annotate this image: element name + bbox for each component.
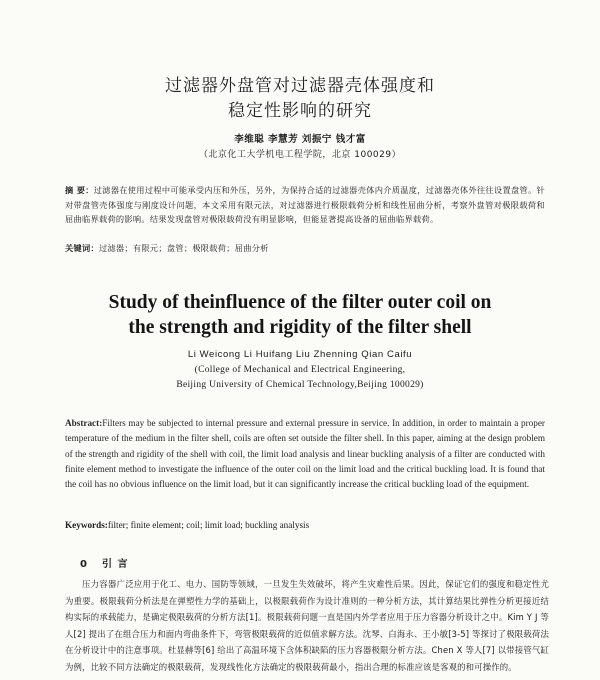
chinese-keywords-text: 过滤器；有限元；盘管；极限载荷；屈曲分析 bbox=[98, 243, 269, 253]
english-abstract-label: Abstract: bbox=[65, 418, 103, 428]
section-heading-introduction bbox=[80, 555, 128, 570]
chinese-abstract-label: 摘 要： bbox=[65, 185, 94, 195]
chinese-authors: 李维聪 李慧芳 刘振宁 钱才富 bbox=[234, 134, 366, 145]
english-affiliation-line-2: Beijing University of Chemical Technology,Beijing 100029) bbox=[176, 380, 424, 390]
english-title-line-2: the strength and rigidity of the filter shell bbox=[128, 317, 472, 338]
english-abstract bbox=[65, 416, 545, 492]
english-keywords-text: filter; finite element; coil; limit load; buckling analysis bbox=[107, 520, 310, 530]
chinese-abstract-text: 过滤器在使用过程中可能承受内压和外压，另外，为保持合适的过滤器壳体内介质温度，过滤器壳体外往往设置盘管。针对带盘管壳体强度与刚度设计问题，本文采用有限元法，对过滤器进行极限载荷分析和线性屈曲分析，考察外盘管对极限载荷和屈曲临界载荷的影响。结果发现盘管对极限载荷没有明显影响，但能显著提高设备的屈曲临界载荷。 bbox=[65, 185, 545, 224]
english-title-line-1: Study of theinfluence of the filter outer coil on bbox=[108, 292, 492, 313]
chinese-title-line-2: 稳定性影响的研究 bbox=[228, 101, 372, 121]
english-affiliation-line-1: (College of Mechanical and Electrical Engineering, bbox=[194, 365, 406, 375]
english-keywords-label: Keywords: bbox=[65, 520, 108, 530]
english-authors: Li Weicong Li Huifang Liu Zhenning Qian Caifu bbox=[187, 349, 413, 360]
chinese-affiliation: （北京化工大学机电工程学院，北京 100029） bbox=[198, 150, 402, 160]
chinese-keywords-label: 关键词： bbox=[65, 243, 99, 253]
chinese-keywords bbox=[65, 243, 545, 254]
section-number: 0 bbox=[80, 559, 88, 570]
chinese-title-line-1: 过滤器外盘管对过滤器壳体强度和 bbox=[165, 76, 435, 96]
introduction-paragraph: 压力容器广泛应用于化工、电力、国防等领域，一旦发生失效破坏，将产生灾难性后果。因此，保证它们的强度和稳定性尤为重要。极限载荷分析法是在弹塑性力学的基础上，以极限载荷作为设计准则的一种分析方法，其计算结果比弹性分析更接近结构实际的承载能力，是确定极限载荷的分析方法[1]。极限载荷问题一直是国内外学者应用于压力容器分析设计之中。Kim Y J 等人[2] 提出了在组合压力和面内弯曲条件下，弯管极限载荷的近似值求解方法。沈琴、白海永、王小敏[3-5] 等探讨了极限载荷法在分析设计中的注意事项。杜显赫等[6] 给出了高温环境下含体积缺陷的压力容器极限分析方法。Chen X 等人[7] 以带接管气缸为例，比较不同方法确定的极限载荷，发现线性化方法确定的极限载荷最小，指出合理的标准应该是客观的和可操作的。 bbox=[65, 579, 549, 672]
section-title: 引 言 bbox=[101, 559, 129, 570]
english-abstract-text: Filters may be subjected to internal pressure and external pressure in service. In addition, in order to maintain a proper temperature of the medium in the filter shell, coils are often set outside the filter shell. In this paper, aiming at the design problem of the strength and rigidity of the shell with coil, the limit load analysis and linear buckling analysis of a filter are conducted with finite element method to investigate the influence of the outer coil on the limit load and the critical buckling load. It is found that the coil has no obvious influence on the limit load, but it can significantly increase the critical buckling load of the equipment. bbox=[65, 418, 545, 490]
english-keywords bbox=[65, 520, 545, 530]
chinese-abstract bbox=[65, 183, 545, 227]
